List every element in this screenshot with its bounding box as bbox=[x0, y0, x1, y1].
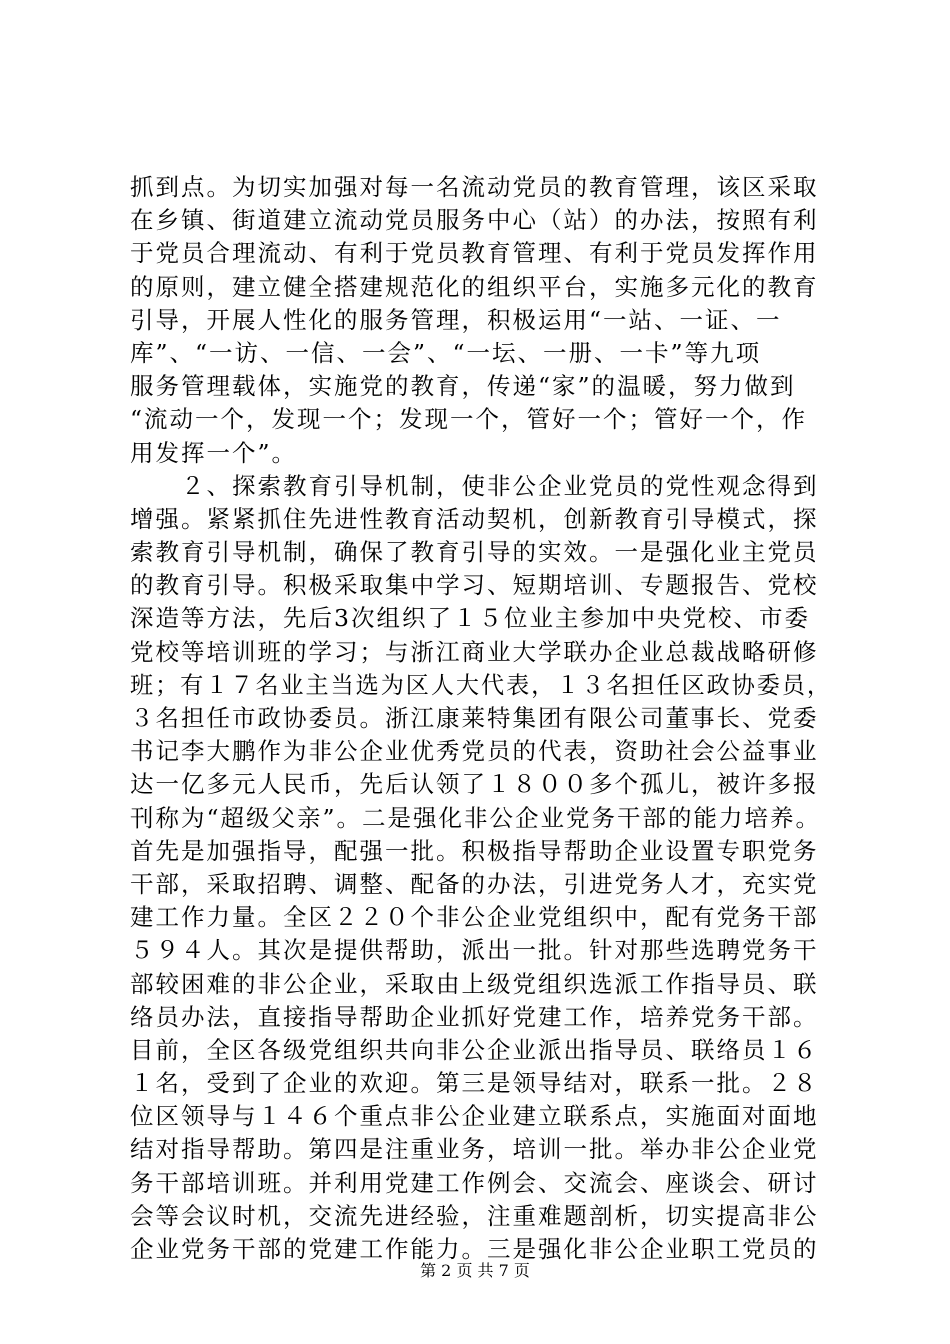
text-line: 书记李大鹏作为非公企业优秀党员的代表，资助社会公益事业 bbox=[130, 737, 819, 766]
text-line: 于党员合理流动、有利于党员教育管理、有利于党员发挥作用 bbox=[130, 239, 819, 268]
text-line: 引导，开展人性化的服务管理，积极运用“一站、一证、一 bbox=[130, 305, 782, 334]
body-text bbox=[130, 171, 830, 1266]
text-line: 企业党务干部的党建工作能力。三是强化非公企业职工党员的 bbox=[130, 1235, 819, 1263]
text-line: 的原则，建立健全搭建规范化的组织平台，实施多元化的教育 bbox=[130, 272, 819, 301]
text-line: 增强。紧紧抓住先进性教育活动契机，创新教育引导模式，探 bbox=[130, 504, 819, 533]
text-line: 的教育引导。积极采取集中学习、短期培训、专题报告、党校 bbox=[130, 571, 819, 600]
text-line: 干部，采取招聘、调整、配备的办法，引进党务人才，充实党 bbox=[130, 869, 819, 898]
text-line: 位区领导与１４６个重点非公企业建立联系点，实施面对面地 bbox=[130, 1102, 819, 1131]
text-line: ３名担任市政协委员。浙江康莱特集团有限公司董事长、党委 bbox=[130, 704, 819, 732]
text-line: 服务管理载体，实施党的教育，传递“家”的温暖，努力做到 bbox=[130, 372, 796, 401]
text-line: 索教育引导机制，确保了教育引导的实效。一是强化业主党员 bbox=[130, 538, 819, 567]
text-line: 目前，全区各级党组织共向非公企业派出指导员、联络员１６ bbox=[130, 1035, 819, 1064]
text-line: 库”、“一访、一信、一会”、“一坛、一册、一卡”等九项 bbox=[130, 338, 762, 367]
text-line: 首先是加强指导，配强一批。积极指导帮助企业设置专职党务 bbox=[130, 836, 819, 865]
text-line: 班；有１７名业主当选为区人大代表，１３名担任区政协委员， bbox=[130, 670, 832, 699]
text-line: 用发挥一个”。 bbox=[130, 438, 298, 467]
text-line: 结对指导帮助。第四是注重业务，培训一批。举办非公企业党 bbox=[130, 1135, 819, 1164]
text-line: 深造等方法，先后3次组织了１５位业主参加中央党校、市委 bbox=[130, 604, 810, 633]
text-line: 党校等培训班的学习；与浙江商业大学联办企业总裁战略研修 bbox=[130, 637, 819, 666]
page-footer: 第 2 页 共 7 页 bbox=[420, 1261, 530, 1280]
text-line: 络员办法，直接指导帮助企业抓好党建工作，培养党务干部。 bbox=[130, 1002, 819, 1031]
text-line: 务干部培训班。并利用党建工作例会、交流会、座谈会、研讨 bbox=[130, 1168, 819, 1197]
text-line: 会等会议时机，交流先进经验，注重难题剖析，切实提高非公 bbox=[130, 1201, 819, 1230]
text-line: 在乡镇、街道建立流动党员服务中心（站）的办法，按照有利 bbox=[130, 206, 819, 235]
text-line: 部较困难的非公企业，采取由上级党组织选派工作指导员、联 bbox=[130, 969, 819, 998]
text-line: 建工作力量。全区２２０个非公企业党组织中，配有党务干部 bbox=[130, 903, 819, 932]
text-line: ５９４人。其次是提供帮助，派出一批。针对那些选聘党务干 bbox=[130, 936, 819, 965]
text-line: 达一亿多元人民币，先后认领了１８００多个孤儿，被许多报 bbox=[130, 770, 819, 799]
text-line: “流动一个，发现一个；发现一个，管好一个；管好一个，作 bbox=[130, 405, 808, 434]
text-line: ２、探索教育引导机制，使非公企业党员的党性观念得到 bbox=[130, 471, 819, 500]
text-line: 抓到点。为切实加强对每一名流动党员的教育管理，该区采取 bbox=[130, 173, 819, 201]
text-line: １名，受到了企业的欢迎。第三是领导结对，联系一批。２８ bbox=[130, 1069, 819, 1098]
text-line: 刊称为“超级父亲”。二是强化非公企业党务干部的能力培养。 bbox=[130, 803, 822, 832]
